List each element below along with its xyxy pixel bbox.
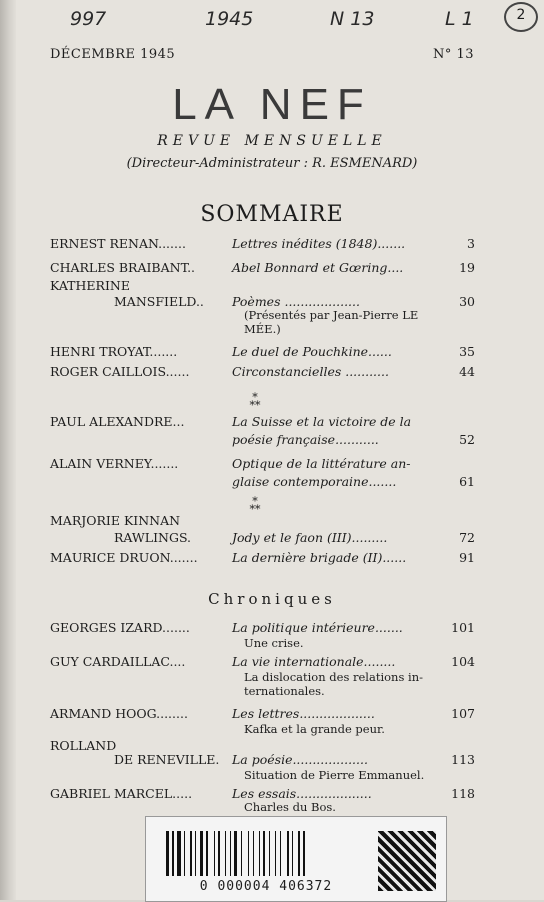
entry-page: 91 — [459, 550, 475, 565]
sommaire-heading: SOMMAIRE — [200, 202, 344, 227]
barcode-bar — [275, 831, 276, 876]
barcode-bar — [200, 831, 203, 876]
contents-entry — [50, 550, 475, 568]
barcode-bar — [227, 831, 229, 876]
entry-author: CHARLES BRAIBANT.. — [50, 260, 196, 275]
contents-entry — [50, 344, 475, 362]
barcode-bar — [195, 831, 196, 876]
barcode-bar — [166, 831, 169, 876]
entry-page: 30 — [459, 294, 475, 309]
entry-title: Lettres inédites (1848)....... — [232, 236, 406, 251]
barcode-bar — [269, 831, 270, 876]
handwritten-mark: L 1 — [445, 8, 474, 30]
issue-number: N° 13 — [432, 47, 474, 62]
contents-entry — [50, 456, 475, 474]
barcode-bar — [225, 831, 226, 876]
barcode-bar — [280, 831, 281, 876]
chronique-author: GABRIEL MARCEL..... — [50, 786, 193, 801]
barcode-bar — [294, 831, 297, 876]
handwritten-issue: N 13 — [330, 8, 375, 30]
barcode-bar — [243, 831, 247, 876]
barcode-bar — [197, 831, 199, 876]
chronique-note: Kafka et la grande peur. — [244, 722, 385, 736]
entry-page: 35 — [459, 344, 475, 359]
barcode-number: 0 000004 406372 — [199, 879, 333, 894]
chronique-author: DE RENEVILLE. — [114, 752, 220, 767]
entry-title: Abel Bonnard et Gœring.... — [232, 260, 404, 275]
barcode-bars — [166, 831, 356, 876]
barcode-bar — [186, 831, 189, 876]
barcode-bar — [282, 831, 286, 876]
chronique-author: GUY CARDAILLAC.... — [50, 654, 186, 669]
entry-author: MAURICE DRUON....... — [50, 550, 198, 565]
barcode-bar — [214, 831, 215, 876]
entry-title: glaise contemporaine....... — [232, 474, 397, 489]
barcode-bar — [259, 831, 260, 876]
barcode-bar — [292, 831, 293, 876]
chronique-note: Situation de Pierre Emmanuel. — [244, 768, 425, 782]
chronique-page: 113 — [451, 752, 475, 767]
handwritten-circle: 2 — [504, 2, 538, 32]
barcode-bar — [250, 831, 252, 876]
mansfield-note: (Présentés par Jean-Pierre LE — [244, 308, 419, 322]
barcode-bar — [298, 831, 300, 876]
barcode-bar — [306, 831, 307, 876]
issue-date: DÉCEMBRE 1945 — [50, 47, 176, 62]
barcode-bar — [301, 831, 302, 876]
entry-title: Circonstancielles ........... — [232, 364, 389, 379]
chronique-note-2: ternationales. — [244, 684, 325, 698]
entry-title: Le duel de Pouchkine...... — [232, 344, 392, 359]
chronique-page: 101 — [451, 620, 475, 635]
chronique-note: La dislocation des relations in- — [244, 670, 423, 684]
separator-stars: ⁎ ⁎⁎ — [249, 491, 261, 512]
entry-author: MANSFIELD.. — [114, 294, 204, 309]
barcode-bar — [238, 831, 240, 876]
chronique-note: Une crise. — [244, 636, 304, 650]
entry-author: RAWLINGS. — [114, 530, 192, 545]
entry-title: poésie française........... — [232, 432, 379, 447]
barcode-bar — [241, 831, 242, 876]
entry-title: Optique de la littérature an- — [232, 456, 411, 471]
separator-stars: ⁎ ⁎⁎ — [249, 387, 261, 408]
handwritten-year: 1945 — [205, 8, 254, 30]
barcode-bar — [287, 831, 289, 876]
masthead-subtitle: REVUE MENSUELLE — [157, 133, 387, 149]
entry-title: La dernière brigade (II)...... — [232, 550, 407, 565]
barcode-bar — [172, 831, 174, 876]
chronique-author: ARMAND HOOG........ — [50, 706, 188, 721]
barcode-bar — [216, 831, 217, 876]
chroniques-heading: Chroniques — [208, 590, 336, 608]
barcode-bar — [263, 831, 265, 876]
contents-entry — [50, 260, 475, 278]
chronique-title: La vie internationale........ — [232, 654, 396, 669]
barcode-bar — [266, 831, 268, 876]
barcode-bar — [175, 831, 176, 876]
barcode-bar — [255, 831, 258, 876]
contents-entry — [50, 364, 475, 382]
chronique-author: GEORGES IZARD....... — [50, 620, 190, 635]
entry-author: HENRI TROYAT....... — [50, 344, 178, 359]
barcode-bar — [170, 831, 171, 876]
barcode-bar — [190, 831, 192, 876]
barcode-bar — [193, 831, 194, 876]
barcode-bar — [290, 831, 291, 876]
barcode-bar — [253, 831, 254, 876]
chronique-author: ROLLAND — [50, 738, 117, 753]
entry-page: 19 — [459, 260, 475, 275]
chronique-title: La poésie................... — [232, 752, 368, 767]
masthead-title: LA NEF — [172, 80, 372, 129]
entry-title: Poèmes ................... — [232, 294, 360, 309]
contents-entry — [50, 474, 475, 492]
chronique-title: Les essais................... — [232, 786, 372, 801]
handwritten-number: 997 — [70, 8, 107, 30]
barcode-bar — [218, 831, 220, 876]
contents-entry — [50, 432, 475, 450]
chronique-page: 107 — [451, 706, 475, 721]
entry-author: PAUL ALEXANDRE... — [50, 414, 185, 429]
entry-author: ROGER CAILLOIS...... — [50, 364, 190, 379]
entry-author: KATHERINE — [50, 278, 130, 293]
entry-author: ERNEST RENAN....... — [50, 236, 186, 251]
barcode-bar — [206, 831, 208, 876]
barcode-bar — [182, 831, 183, 876]
barcode-bar — [184, 831, 185, 876]
barcode-bar — [277, 831, 279, 876]
barcode-bar — [230, 831, 231, 876]
entry-title: Jody et le faon (III)......... — [232, 530, 388, 545]
library-barcode — [145, 816, 447, 902]
chronique-page: 118 — [451, 786, 475, 801]
entry-title: La Suisse et la victoire de la — [232, 414, 412, 429]
entry-author: ALAIN VERNEY....... — [50, 456, 179, 471]
contents-entry — [50, 513, 475, 531]
masthead-director: (Directeur-Administrateur : R. ESMENARD) — [126, 156, 418, 171]
barcode-bar — [248, 831, 249, 876]
chronique-title: La politique intérieure....... — [232, 620, 403, 635]
contents-entry — [50, 530, 475, 548]
entry-page: 61 — [459, 474, 475, 489]
barcode-bar — [177, 831, 181, 876]
barcode-bar — [204, 831, 205, 876]
contents-entry — [50, 414, 475, 432]
barcode-bar — [221, 831, 224, 876]
qr-code — [378, 831, 436, 891]
entry-page: 3 — [467, 236, 475, 251]
entry-page: 44 — [459, 364, 475, 379]
barcode-bar — [261, 831, 262, 876]
barcode-bar — [271, 831, 274, 876]
contents-entry — [50, 236, 475, 254]
chronique-note: Charles du Bos. — [244, 800, 336, 814]
barcode-bar — [234, 831, 237, 876]
entry-page: 52 — [459, 432, 475, 447]
barcode-bar — [232, 831, 233, 876]
entry-page: 72 — [459, 530, 475, 545]
chronique-title: Les lettres................... — [232, 706, 375, 721]
entry-author: MARJORIE KINNAN — [50, 513, 181, 528]
chronique-page: 104 — [451, 654, 475, 669]
barcode-bar — [303, 831, 305, 876]
mansfield-note-2: MÉE.) — [244, 322, 281, 336]
barcode-bar — [209, 831, 213, 876]
